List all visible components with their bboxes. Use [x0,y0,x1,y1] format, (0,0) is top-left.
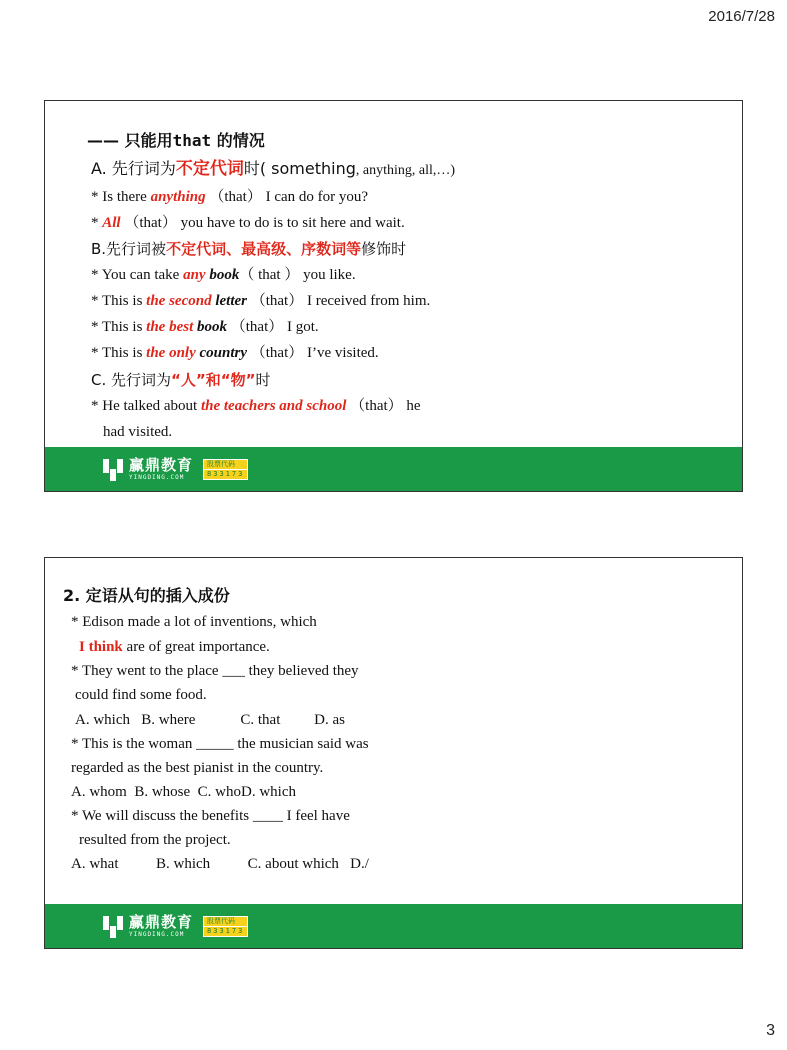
highlight: anything [150,189,206,205]
title-text: 只能用 [124,131,173,150]
logo-name: 赢鼎教育 [129,456,194,474]
header-date: 2016/7/28 [708,8,775,25]
example-line [91,343,379,363]
emphasis: book [205,267,240,283]
text: * Is there [91,189,151,205]
slide-title: 2. 定语从句的插入成份 [63,586,230,605]
emphasis: book [193,319,227,335]
question-line: could find some food. [75,687,207,703]
title-rest: 的情况 [211,131,265,150]
example-line-cont: had visited. [103,424,173,440]
logo-icon [103,457,123,481]
emphasis: letter [211,293,247,309]
text: （that） he [346,398,421,414]
text: are of great importance. [122,639,270,655]
text: （that） you have to do is to sit here and wait. [120,215,405,231]
slide-title [87,131,265,151]
question-line [79,637,270,657]
logo-icon [103,914,123,938]
text: * This is [91,319,147,335]
highlight: All [102,215,121,231]
logo-domain: YINGDING.COM [129,931,185,938]
slide-1 [44,100,743,492]
highlight: the best [146,319,194,335]
text: * This is [91,345,147,361]
question-line: regarded as the best pianist in the country. [71,760,324,776]
example-line [91,317,319,337]
question-line: * Edison made a lot of inventions, which [71,614,317,630]
text: （that） I got. [227,319,319,335]
question-line: * We will discuss the benefits ____ I feel have [71,808,350,824]
example-line [91,213,405,233]
rule-b [91,239,406,260]
rule-c-suffix: 时 [255,371,271,389]
rule-a [91,159,455,181]
question-line: * They went to the place ___ they believed they [71,663,359,679]
slide-2 [44,557,743,949]
company-logo [103,455,248,483]
rule-c-highlight: “人”和“物” [171,371,256,389]
answer-options: A. whom B. whose C. whoD. which [71,784,296,800]
text: （that） I can do for you? [205,189,369,205]
example-line [91,396,421,416]
stock-badge [203,916,248,937]
highlight: I think [79,639,123,655]
badge-code: 833173 [203,470,248,480]
question-line: * This is the woman _____ the musician said was [71,736,369,752]
highlight: the second [146,293,212,309]
emphasis: country [195,345,248,361]
company-logo [103,912,248,940]
text: * He talked about [91,398,201,414]
text: * This is [91,293,147,309]
title-that: that [172,131,212,150]
text: （that） I received from him. [246,293,431,309]
rule-b-highlight: 不定代词、最高级、序数词等 [166,240,362,258]
highlight: the only [146,345,196,361]
text: * [91,215,103,231]
rule-a-highlight: 不定代词 [175,159,244,179]
answer-options: A. which B. where C. that D. as [75,712,345,728]
text: （ that ） you like. [239,267,356,283]
badge-code: 833173 [203,927,248,937]
slide-footer [45,904,742,948]
text: * You can take [91,267,184,283]
highlight: the teachers and school [200,398,347,414]
logo-name: 赢鼎教育 [129,913,194,931]
example-line [91,265,356,285]
highlight: any [183,267,206,283]
rule-c [91,370,270,391]
text: （that） I’ve visited. [247,345,379,361]
badge-label: 股票代码 [203,916,248,927]
rule-a-prefix: A. 先行词为 [91,159,176,178]
badge-label: 股票代码 [203,459,248,470]
rule-a-suffix: 时( something [243,159,356,178]
title-dash: —— [87,131,119,150]
answer-options: A. what B. which C. about which D./ [71,856,369,872]
rule-b-prefix: B.先行词被 [91,240,167,258]
rule-b-suffix: 修饰时 [361,240,407,258]
stock-badge [203,459,248,480]
page-number: 3 [766,1022,775,1039]
logo-domain: YINGDING.COM [129,474,185,481]
rule-c-prefix: C. 先行词为 [91,371,172,389]
slide-footer [45,447,742,491]
rule-a-examples: , anything, all,…) [355,163,456,178]
question-line: resulted from the project. [79,832,231,848]
example-line [91,291,430,311]
example-line [91,187,368,207]
